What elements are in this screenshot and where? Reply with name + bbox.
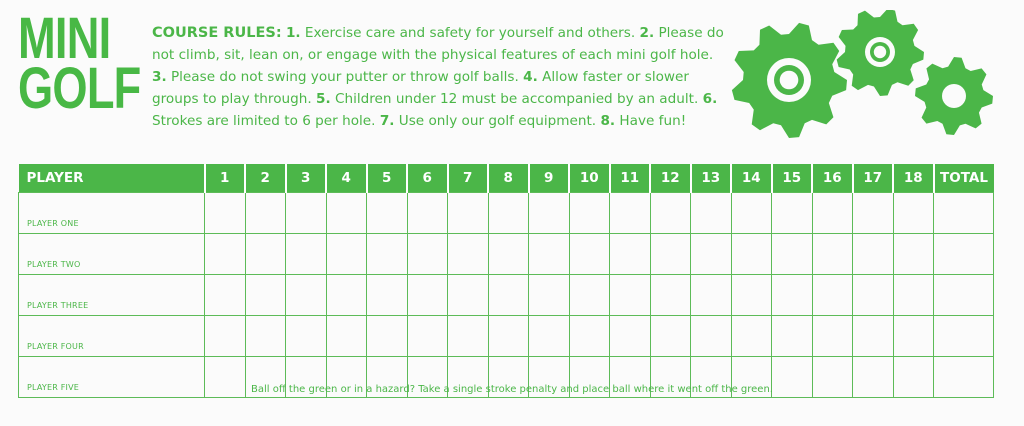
score-cell[interactable] (691, 234, 732, 275)
hole-column-header: 17 (853, 164, 894, 193)
total-cell[interactable] (934, 275, 994, 316)
score-cell[interactable] (407, 234, 448, 275)
title-line-2: GOLF (18, 56, 141, 121)
gear-icon (837, 10, 924, 96)
rule-text: Please do not swing your putter or throw golf balls. (170, 69, 519, 85)
hole-column-header: 4 (326, 164, 367, 193)
score-cell[interactable] (650, 193, 691, 234)
score-cell[interactable] (529, 234, 570, 275)
score-cell[interactable] (407, 193, 448, 234)
score-cell[interactable] (569, 275, 610, 316)
score-cell[interactable] (245, 234, 286, 275)
score-cell[interactable] (853, 275, 894, 316)
total-cell[interactable] (934, 316, 994, 357)
score-cell[interactable] (529, 193, 570, 234)
player-row (19, 316, 994, 357)
rule-text: Allow faster or slower groups to play through. (152, 69, 689, 107)
score-cell[interactable] (650, 234, 691, 275)
score-cell[interactable] (367, 193, 408, 234)
hole-column-header: 12 (650, 164, 691, 193)
score-cell[interactable] (326, 275, 367, 316)
score-cell[interactable] (326, 193, 367, 234)
player-name-label: PLAYER TWO (19, 234, 205, 275)
player-name-label: PLAYER ONE (19, 193, 205, 234)
score-cell[interactable] (529, 275, 570, 316)
total-cell[interactable] (934, 193, 994, 234)
total-cell[interactable] (934, 234, 994, 275)
score-cell[interactable] (569, 193, 610, 234)
score-cell[interactable] (448, 234, 489, 275)
hole-column-header: 3 (286, 164, 327, 193)
hole-column-header: 6 (407, 164, 448, 193)
score-cell[interactable] (488, 275, 529, 316)
score-cell[interactable] (326, 316, 367, 357)
score-cell[interactable] (407, 275, 448, 316)
rule-text: Please do not climb, sit, lean on, or engage with the physical features of each mini golf hole. (152, 25, 724, 63)
score-cell[interactable] (731, 316, 772, 357)
scorecard-header-row (19, 164, 994, 193)
rule-number: 5. (316, 91, 331, 107)
score-cell[interactable] (772, 316, 813, 357)
score-cell[interactable] (650, 275, 691, 316)
score-cell[interactable] (326, 234, 367, 275)
hole-column-header: 2 (245, 164, 286, 193)
rule-text: Exercise care and safety for yourself and others. (304, 25, 636, 41)
score-cell[interactable] (569, 234, 610, 275)
total-column-header: TOTAL (934, 164, 994, 193)
rule-number: 7. (379, 113, 395, 129)
hole-column-header: 14 (731, 164, 772, 193)
scorecard-body (19, 193, 994, 398)
score-cell[interactable] (812, 316, 853, 357)
score-cell[interactable] (893, 275, 934, 316)
gear-icon (915, 57, 993, 135)
score-cell[interactable] (853, 193, 894, 234)
hole-column-header: 16 (812, 164, 853, 193)
score-cell[interactable] (691, 316, 732, 357)
hole-column-header: 15 (772, 164, 813, 193)
hole-column-header: 13 (691, 164, 732, 193)
player-name-label: PLAYER THREE (19, 275, 205, 316)
score-cell[interactable] (367, 275, 408, 316)
rule-text: Have fun! (619, 113, 687, 129)
score-cell[interactable] (650, 316, 691, 357)
score-cell[interactable] (245, 275, 286, 316)
score-cell[interactable] (691, 275, 732, 316)
score-cell[interactable] (731, 275, 772, 316)
player-name-label: PLAYER FOUR (19, 316, 205, 357)
hole-column-header: 5 (367, 164, 408, 193)
score-cell[interactable] (610, 234, 651, 275)
score-cell[interactable] (205, 234, 246, 275)
rule-number: 3. (152, 69, 167, 85)
player-name-label: PLAYER FIVE (19, 357, 205, 398)
rule-number: 1. (285, 25, 301, 41)
score-cell[interactable] (772, 234, 813, 275)
gear-icon (732, 23, 847, 138)
score-cell[interactable] (367, 234, 408, 275)
hole-column-header: 1 (205, 164, 246, 193)
score-cell[interactable] (245, 316, 286, 357)
score-cell[interactable] (610, 193, 651, 234)
score-cell[interactable] (610, 316, 651, 357)
score-cell[interactable] (448, 316, 489, 357)
score-cell[interactable] (893, 193, 934, 234)
score-cell[interactable] (286, 193, 327, 234)
score-cell[interactable] (529, 316, 570, 357)
rule-number: 8. (600, 113, 616, 129)
score-cell[interactable] (731, 193, 772, 234)
score-cell[interactable] (853, 316, 894, 357)
score-cell[interactable] (893, 234, 934, 275)
hole-column-header: 8 (488, 164, 529, 193)
score-cell[interactable] (448, 193, 489, 234)
score-cell[interactable] (853, 234, 894, 275)
player-row (19, 234, 994, 275)
score-cell[interactable] (772, 193, 813, 234)
rule-text: Children under 12 must be accompanied by an adult. (334, 91, 699, 107)
rule-number: 6. (702, 91, 718, 107)
hole-column-header: 11 (610, 164, 651, 193)
score-cell[interactable] (569, 316, 610, 357)
player-row (19, 275, 994, 316)
score-cell[interactable] (812, 193, 853, 234)
hole-column-header: 7 (448, 164, 489, 193)
score-cell[interactable] (691, 193, 732, 234)
score-cell[interactable] (488, 234, 529, 275)
score-cell[interactable] (893, 316, 934, 357)
score-cell[interactable] (407, 316, 448, 357)
hole-column-header: 18 (893, 164, 934, 193)
rule-number: 4. (523, 69, 538, 85)
score-cell[interactable] (610, 275, 651, 316)
course-rules (152, 22, 732, 132)
score-cell[interactable] (812, 275, 853, 316)
score-cell[interactable] (205, 316, 246, 357)
score-cell[interactable] (772, 275, 813, 316)
score-cell[interactable] (488, 193, 529, 234)
rules-heading: COURSE RULES: (152, 25, 282, 41)
scorecard-table (18, 164, 994, 398)
score-cell[interactable] (205, 275, 246, 316)
title-line-1: MINI (18, 6, 111, 71)
score-cell[interactable] (812, 234, 853, 275)
footer-note: Ball off the green or in a hazard? Take a single stroke penalty and place ball where it went off the green. (251, 384, 773, 395)
hole-column-header: 10 (569, 164, 610, 193)
score-cell[interactable] (488, 316, 529, 357)
score-cell[interactable] (731, 234, 772, 275)
hole-column-header: 9 (529, 164, 570, 193)
score-cell[interactable] (286, 275, 327, 316)
rule-text: Use only our golf equipment. (398, 113, 597, 129)
score-cell[interactable] (367, 316, 408, 357)
score-cell[interactable] (245, 193, 286, 234)
score-cell[interactable] (286, 234, 327, 275)
score-cell[interactable] (286, 316, 327, 357)
gears-graphic (730, 10, 998, 142)
player-row (19, 193, 994, 234)
score-cell[interactable] (205, 193, 246, 234)
rule-text: Strokes are limited to 6 per hole. (152, 113, 376, 129)
page-title (18, 6, 141, 121)
rule-number: 2. (639, 25, 655, 41)
score-cell[interactable] (448, 275, 489, 316)
player-column-header: PLAYER (19, 164, 205, 193)
